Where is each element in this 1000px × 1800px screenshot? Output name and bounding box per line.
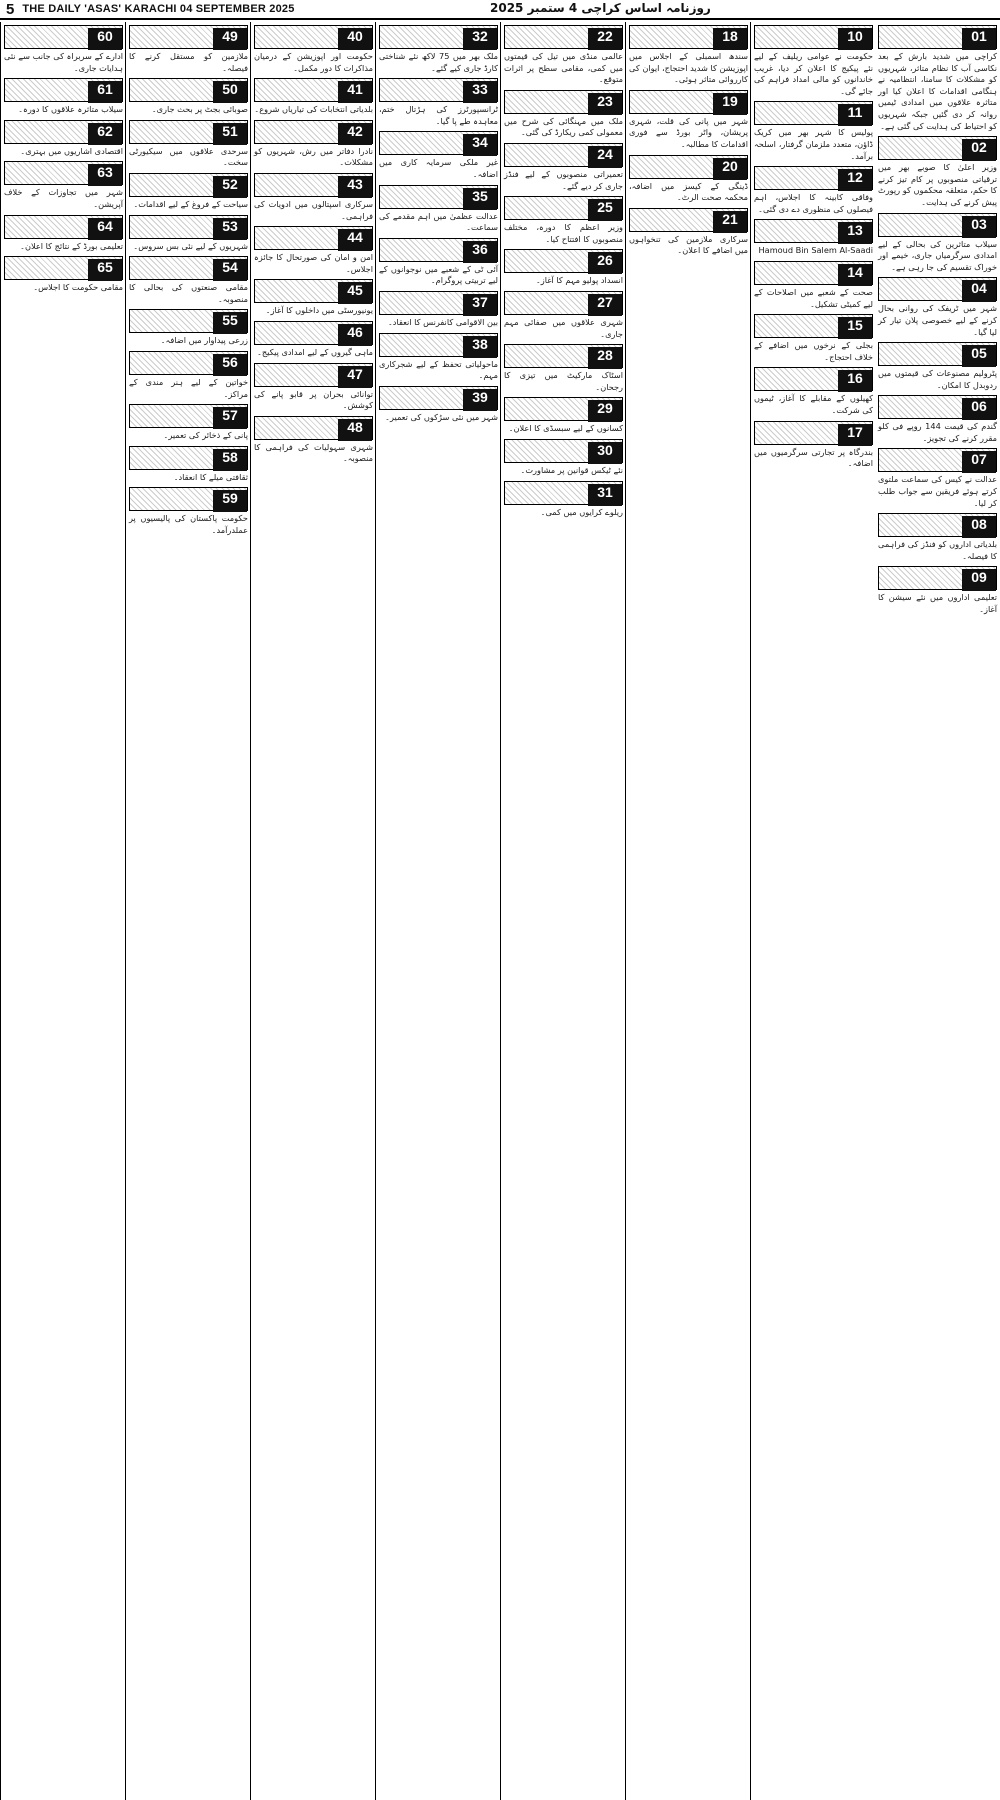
item-number-badge: 59 <box>213 490 247 512</box>
item-number-badge: 11 <box>838 104 872 126</box>
item-header <box>504 196 623 220</box>
item-header <box>254 226 373 250</box>
masthead <box>0 0 1000 20</box>
item-number-badge: 32 <box>463 28 497 50</box>
item-header <box>878 136 997 160</box>
news-item <box>504 143 623 192</box>
item-number-badge: 53 <box>213 218 247 240</box>
item-number-badge: 16 <box>838 370 872 392</box>
item-header <box>254 78 373 102</box>
item-number-badge: 01 <box>962 28 996 50</box>
news-item <box>379 25 498 74</box>
item-number-badge: 30 <box>588 442 622 464</box>
item-header <box>629 25 748 49</box>
item-text: ثقافتی میلے کا انعقاد۔ <box>173 471 248 482</box>
item-header <box>504 291 623 315</box>
news-item <box>4 78 123 116</box>
item-text: صحت کے شعبے میں اصلاحات کے لیے کمیٹی تشکیل۔ <box>754 286 873 309</box>
item-text: حکومت نے عوامی ریلیف کے لیے نئے پیکیج کا اعلان کر دیا، غریب خاندانوں کو مالی امداد فراہم کی جائے گی۔ <box>754 51 873 96</box>
item-number-badge: 10 <box>838 28 872 50</box>
item-header <box>379 131 498 155</box>
news-column <box>125 22 251 1800</box>
news-item <box>878 213 997 274</box>
item-header <box>878 448 997 472</box>
news-item <box>254 173 373 222</box>
item-number-badge: 37 <box>463 294 497 316</box>
item-number-badge: 09 <box>962 569 996 591</box>
item-number-badge: 54 <box>213 259 247 281</box>
item-number-badge: 60 <box>88 28 122 50</box>
item-text: آئی ٹی کے شعبے میں نوجوانوں کے لیے تربیتی پروگرام۔ <box>379 263 498 286</box>
item-number-badge: 27 <box>588 294 622 316</box>
item-text: بندرگاہ پر تجارتی سرگرمیوں میں اضافہ۔ <box>754 446 873 469</box>
item-number-badge: 64 <box>88 218 122 240</box>
item-header <box>504 397 623 421</box>
item-text: کھیلوں کے مقابلے کا آغاز، ٹیموں کی شرکت۔ <box>754 393 873 415</box>
news-item <box>129 215 248 253</box>
item-header <box>4 256 123 280</box>
news-item <box>504 481 623 519</box>
item-number-badge: 48 <box>338 419 372 441</box>
item-number-badge: 23 <box>588 93 622 115</box>
item-number-badge: 58 <box>213 449 247 471</box>
item-text: تعلیمی بورڈ کے نتائج کا اعلان۔ <box>20 240 123 251</box>
item-text: بلدیاتی اداروں کو فنڈز کی فراہمی کا فیصلہ۔ <box>878 539 997 561</box>
news-item <box>129 173 248 211</box>
item-header <box>129 309 248 333</box>
news-item <box>379 291 498 329</box>
item-number-badge: 55 <box>213 312 247 334</box>
item-text: سیاحت کے فروغ کے لیے اقدامات۔ <box>133 198 248 209</box>
item-number-badge: 50 <box>213 81 247 103</box>
item-number-badge: 46 <box>338 324 372 346</box>
item-header <box>504 25 623 49</box>
news-item <box>629 90 748 151</box>
item-header <box>878 566 997 590</box>
news-item <box>379 238 498 287</box>
item-text: ماحولیاتی تحفظ کے لیے شجرکاری مہم۔ <box>379 358 498 381</box>
item-text: ڈینگی کے کیسز میں اضافہ، محکمہ صحت الرٹ۔ <box>629 180 748 203</box>
item-text: وزیر اعظم کا دورہ، مختلف منصوبوں کا افتتاح کیا۔ <box>504 222 623 244</box>
item-text: بلدیاتی انتخابات کی تیاریاں شروع۔ <box>254 104 373 115</box>
item-header <box>504 439 623 463</box>
item-header <box>754 314 873 338</box>
item-header <box>504 143 623 167</box>
news-item <box>129 404 248 442</box>
item-number-badge: 02 <box>962 139 996 161</box>
news-item <box>254 120 373 169</box>
item-text: ملک بھر میں 75 لاکھ نئے شناختی کارڈ جاری کیے گئے۔ <box>379 51 498 73</box>
news-item <box>254 321 373 359</box>
item-text: اقتصادی اشاریوں میں بہتری۔ <box>20 145 123 156</box>
urdu-title: روزنامہ اساس کراچی 4 ستمبر 2025 <box>490 1 711 15</box>
item-number-badge: 42 <box>338 123 372 145</box>
item-number-badge: 57 <box>213 407 247 429</box>
item-header <box>878 25 997 49</box>
item-number-badge: 38 <box>463 336 497 358</box>
item-number-badge: 62 <box>88 123 122 145</box>
item-number-badge: 35 <box>463 188 497 210</box>
item-header <box>254 279 373 303</box>
news-item <box>4 215 123 253</box>
item-number-badge: 63 <box>88 164 122 186</box>
news-item <box>254 416 373 465</box>
news-item <box>254 226 373 275</box>
item-header <box>254 321 373 345</box>
page-number: 5 <box>6 0 15 18</box>
item-header <box>629 90 748 114</box>
item-text: کسانوں کے لیے سبسڈی کا اعلان۔ <box>508 423 623 434</box>
item-text: سیلاب متاثرین کی بحالی کے لیے امدادی سرگرمیاں جاری، خیمے اور خوراک تقسیم کی جا رہی ہے۔ <box>878 238 997 272</box>
item-header <box>129 215 248 239</box>
item-text: امن و امان کی صورتحال کا جائزہ اجلاس۔ <box>254 252 373 274</box>
news-item <box>754 314 873 363</box>
item-number-badge: 33 <box>463 81 497 103</box>
item-header <box>4 215 123 239</box>
item-number-badge: 03 <box>962 216 996 238</box>
item-header <box>129 404 248 428</box>
news-item <box>129 487 248 536</box>
item-header <box>129 446 248 470</box>
item-header <box>129 487 248 511</box>
item-number-badge: 24 <box>588 146 622 168</box>
item-number-badge: 20 <box>713 158 747 180</box>
news-item <box>504 397 623 435</box>
item-text: مقامی صنعتوں کی بحالی کا منصوبہ۔ <box>129 282 248 304</box>
news-item <box>504 249 623 287</box>
item-text: غیر ملکی سرمایہ کاری میں اضافہ۔ <box>379 157 498 179</box>
item-number-badge: 05 <box>962 345 996 367</box>
item-number-badge: 19 <box>713 93 747 115</box>
news-item <box>4 161 123 210</box>
item-text: مقامی حکومت کا اجلاس۔ <box>33 282 123 293</box>
item-header <box>878 513 997 537</box>
item-number-badge: 25 <box>588 199 622 221</box>
news-item <box>878 395 997 444</box>
item-text: نئے ٹیکس قوانین پر مشاورت۔ <box>520 464 623 475</box>
item-header <box>754 219 873 243</box>
item-header <box>379 25 498 49</box>
item-text: عدالت نے کیس کی سماعت ملتوی کرتے ہوئے فریقین سے جواب طلب کر لیا۔ <box>878 474 997 508</box>
item-header <box>379 185 498 209</box>
item-text: گندم کی قیمت 144 روپے فی کلو مقرر کرنے کی تجویز۔ <box>878 421 997 443</box>
item-header <box>379 78 498 102</box>
item-number-badge: 28 <box>588 347 622 369</box>
item-text: شہریوں کے لیے نئی بس سروس۔ <box>133 240 248 251</box>
news-item <box>129 256 248 305</box>
item-header <box>878 395 997 419</box>
item-text: Hamoud Bin Salem Al-Saadi <box>758 245 873 256</box>
item-header <box>129 120 248 144</box>
news-item <box>504 90 623 139</box>
news-item <box>379 386 498 424</box>
news-item <box>504 344 623 393</box>
item-number-badge: 18 <box>713 28 747 50</box>
item-header <box>129 25 248 49</box>
news-item <box>754 166 873 215</box>
item-text: عدالت عظمیٰ میں اہم مقدمے کی سماعت۔ <box>379 210 498 233</box>
item-text: ماہی گیروں کے لیے امدادی پیکیج۔ <box>257 346 373 357</box>
item-number-badge: 14 <box>838 264 872 286</box>
item-header <box>4 120 123 144</box>
item-header <box>4 78 123 102</box>
item-text: صوبائی بجٹ پر بحث جاری۔ <box>151 104 248 115</box>
news-item <box>629 208 748 257</box>
news-item <box>754 101 873 162</box>
item-number-badge: 40 <box>338 28 372 50</box>
item-number-badge: 17 <box>838 424 872 446</box>
item-number-badge: 13 <box>838 222 872 244</box>
item-header <box>504 90 623 114</box>
item-text: سرکاری اسپتالوں میں ادویات کی فراہمی۔ <box>254 198 373 221</box>
item-text: سندھ اسمبلی کے اجلاس میں اپوزیشن کا شدید احتجاج، ایوان کی کارروائی متاثر ہوئی۔ <box>629 51 748 85</box>
item-number-badge: 39 <box>463 389 497 411</box>
item-number-badge: 45 <box>338 282 372 304</box>
item-header <box>254 363 373 387</box>
item-header <box>504 344 623 368</box>
item-header <box>629 208 748 232</box>
news-item <box>379 78 498 127</box>
news-column <box>875 22 1000 1800</box>
news-item <box>504 25 623 86</box>
item-number-badge: 12 <box>838 169 872 191</box>
item-header <box>129 78 248 102</box>
news-item <box>878 513 997 562</box>
news-item <box>254 25 373 74</box>
columns <box>0 22 1000 1800</box>
news-item <box>129 25 248 74</box>
item-text: انسداد پولیو مہم کا آغاز۔ <box>535 275 623 286</box>
item-text: شہر میں نئی سڑکوں کی تعمیر۔ <box>385 411 498 422</box>
news-item <box>629 25 748 86</box>
item-header <box>504 481 623 505</box>
item-text: حکومت اور اپوزیشن کے درمیان مذاکرات کا دور مکمل۔ <box>254 51 373 73</box>
news-item <box>878 25 997 132</box>
item-header <box>754 367 873 391</box>
item-number-badge: 51 <box>213 123 247 145</box>
item-text: شہری علاقوں میں صفائی مہم جاری۔ <box>504 316 623 339</box>
item-header <box>254 120 373 144</box>
item-header <box>629 155 748 179</box>
news-item <box>754 25 873 97</box>
item-number-badge: 29 <box>588 400 622 422</box>
news-item <box>504 196 623 245</box>
item-header <box>379 333 498 357</box>
item-header <box>379 386 498 410</box>
item-text: اسٹاک مارکیٹ میں تیزی کا رجحان۔ <box>504 370 623 392</box>
item-text: بین الاقوامی کانفرنس کا انعقاد۔ <box>388 316 498 327</box>
item-header <box>4 25 123 49</box>
news-column <box>0 22 126 1800</box>
item-text: شہر میں تجاوزات کے خلاف آپریشن۔ <box>4 187 123 209</box>
item-number-badge: 43 <box>338 176 372 198</box>
item-number-badge: 61 <box>88 81 122 103</box>
news-item <box>4 120 123 158</box>
news-item <box>379 131 498 180</box>
item-text: تعلیمی اداروں میں نئے سیشن کا آغاز۔ <box>878 592 997 615</box>
news-item <box>754 261 873 310</box>
item-header <box>878 342 997 366</box>
item-number-badge: 49 <box>213 28 247 50</box>
item-header <box>254 416 373 440</box>
item-text: یونیورسٹی میں داخلوں کا آغاز۔ <box>265 305 373 316</box>
news-item <box>254 279 373 317</box>
item-number-badge: 56 <box>213 354 247 376</box>
news-column <box>500 22 626 1800</box>
item-header <box>504 249 623 273</box>
item-header <box>754 261 873 285</box>
english-title: THE DAILY 'ASAS' KARACHI 04 SEPTEMBER 2025 <box>22 3 295 15</box>
news-item <box>254 78 373 116</box>
item-text: عالمی منڈی میں تیل کی قیمتوں میں کمی، مقامی سطح پر اثرات متوقع۔ <box>504 51 623 85</box>
item-number-badge: 06 <box>962 398 996 420</box>
item-text: وفاقی کابینہ کا اجلاس، اہم فیصلوں کی منظوری دے دی گئی۔ <box>754 192 873 214</box>
item-text: بجلی کے نرخوں میں اضافے کے خلاف احتجاج۔ <box>754 340 873 362</box>
item-text: سیلاب متاثرہ علاقوں کا دورہ۔ <box>18 104 123 115</box>
item-header <box>754 421 873 445</box>
item-number-badge: 47 <box>338 366 372 388</box>
item-text: نادرا دفاتر میں رش، شہریوں کو مشکلات۔ <box>254 145 373 168</box>
item-text: سرحدی علاقوں میں سیکیورٹی سخت۔ <box>129 145 248 168</box>
item-text: پٹرولیم مصنوعات کی قیمتوں میں ردوبدل کا امکان۔ <box>878 368 997 390</box>
news-item <box>878 277 997 338</box>
item-number-badge: 44 <box>338 229 372 251</box>
item-header <box>754 25 873 49</box>
item-text: حکومت پاکستان کی پالیسیوں پر عملدرآمد۔ <box>129 513 248 535</box>
news-item <box>504 439 623 477</box>
item-header <box>4 161 123 185</box>
news-item <box>129 78 248 116</box>
item-number-badge: 04 <box>962 280 996 302</box>
item-number-badge: 22 <box>588 28 622 50</box>
news-column <box>375 22 501 1800</box>
item-text: ادارے کے سربراہ کی جانب سے نئی ہدایات جاری۔ <box>4 51 123 73</box>
news-item <box>379 185 498 234</box>
news-item <box>878 136 997 208</box>
item-text: خواتین کے لیے ہنر مندی کے مراکز۔ <box>129 376 248 399</box>
item-header <box>254 25 373 49</box>
item-text: پولیس کا شہر بھر میں کریک ڈاؤن، متعدد ملزمان گرفتار، اسلحہ برآمد۔ <box>754 127 873 161</box>
item-text: وزیر اعلیٰ کا صوبے بھر میں ترقیاتی منصوبوں پر کام تیز کرنے کا حکم، متعلقہ محکموں کو رپورٹ پیش کرنے کی ہدایت۔ <box>878 162 997 207</box>
news-item <box>4 256 123 294</box>
item-number-badge: 52 <box>213 176 247 198</box>
item-number-badge: 36 <box>463 241 497 263</box>
item-text: ملازمین کو مستقل کرنے کا فیصلہ۔ <box>129 51 248 73</box>
item-number-badge: 08 <box>962 516 996 538</box>
item-header <box>129 256 248 280</box>
item-number-badge: 31 <box>588 484 622 506</box>
item-header <box>379 291 498 315</box>
news-item <box>878 342 997 391</box>
news-item <box>129 309 248 347</box>
news-item <box>754 367 873 416</box>
item-text: تعمیراتی منصوبوں کے لیے فنڈز جاری کر دیے گئے۔ <box>504 168 623 191</box>
news-column <box>750 22 876 1800</box>
item-number-badge: 34 <box>463 134 497 156</box>
item-text: سرکاری ملازمین کی تنخواہوں میں اضافے کا اعلان۔ <box>629 233 748 256</box>
news-item <box>4 25 123 74</box>
news-item <box>754 421 873 470</box>
news-item <box>754 219 873 257</box>
item-text: توانائی بحران پر قابو پانے کی کوشش۔ <box>254 388 373 411</box>
item-header <box>878 213 997 237</box>
item-text: ملک میں مہنگائی کی شرح میں معمولی کمی ریکارڈ کی گئی۔ <box>504 115 623 138</box>
item-text: شہری سہولیات کی فراہمی کا منصوبہ۔ <box>254 441 373 464</box>
news-item <box>629 155 748 204</box>
item-header <box>254 173 373 197</box>
news-column <box>625 22 751 1800</box>
news-item <box>878 448 997 509</box>
item-header <box>129 173 248 197</box>
item-text: کراچی میں شدید بارش کے بعد نکاسی آب کا نظام متاثر، شہریوں کو مشکلات کا سامنا، انتظامیہ نے ہنگامی اقدامات کا اعلان کیا اور متاثرہ علاقوں میں امدادی ٹیمیں روانہ کر دی گئیں جبکہ شہریوں کو احتیاط کی ہدایت کی گئی ہے۔ <box>878 51 997 131</box>
item-number-badge: 07 <box>962 451 996 473</box>
news-item <box>129 120 248 169</box>
item-header <box>754 166 873 190</box>
news-item <box>254 363 373 412</box>
item-number-badge: 26 <box>588 252 622 274</box>
item-number-badge: 15 <box>838 317 872 339</box>
news-column <box>250 22 376 1800</box>
item-number-badge: 65 <box>88 259 122 281</box>
item-header <box>379 238 498 262</box>
item-header <box>754 101 873 125</box>
item-text: زرعی پیداوار میں اضافہ۔ <box>160 335 248 346</box>
item-number-badge: 21 <box>713 211 747 233</box>
item-text: پانی کے ذخائر کی تعمیر۔ <box>163 430 248 441</box>
item-text: ریلوے کرایوں میں کمی۔ <box>540 506 623 517</box>
item-header <box>878 277 997 301</box>
item-text: شہر میں پانی کی قلت، شہری پریشان، واٹر بورڈ سے فوری اقدامات کا مطالبہ۔ <box>629 115 748 149</box>
item-number-badge: 41 <box>338 81 372 103</box>
news-item <box>504 291 623 340</box>
news-item <box>129 446 248 484</box>
item-text: ٹرانسپورٹرز کی ہڑتال ختم، معاہدہ طے پا گیا۔ <box>379 104 498 126</box>
item-header <box>129 351 248 375</box>
news-item <box>878 566 997 615</box>
item-text: شہر میں ٹریفک کی روانی بحال کرنے کے لیے خصوصی پلان تیار کر لیا گیا۔ <box>878 303 997 337</box>
news-item <box>379 333 498 382</box>
news-item <box>129 351 248 400</box>
